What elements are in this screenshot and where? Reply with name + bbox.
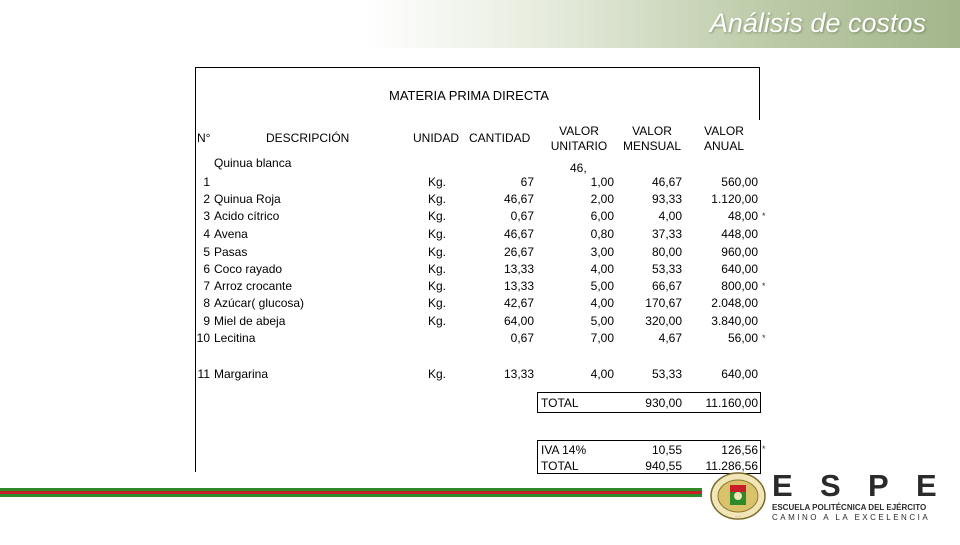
logo-line-1: ESCUELA POLITÉCNICA DEL EJÉRCITO [772, 503, 927, 512]
row-unit-value: 5,00 [590, 279, 614, 293]
row-monthly-value: 53,33 [651, 367, 682, 381]
row-unit: Kg. [428, 192, 447, 206]
row-monthly-value: 320,00 [645, 314, 682, 328]
row-unit-value: 0,80 [590, 227, 614, 241]
row-quantity: 46,67 [503, 192, 534, 206]
row-description: Azúcar( glucosa) [214, 296, 305, 310]
row-unit: Kg. [428, 296, 447, 310]
row-number: 8 [203, 296, 210, 310]
row-unit: Kg. [428, 245, 447, 259]
logo-letter-p: P [868, 468, 889, 503]
row-unit-value: 7,00 [590, 331, 614, 345]
row-mark: * [762, 281, 766, 291]
row-number: 11 [197, 367, 210, 381]
row-annual-value: 960,00 [721, 245, 758, 259]
row-monthly-value: 37,33 [651, 227, 682, 241]
row-monthly-value: 53,33 [651, 262, 682, 276]
row-quantity: 13,33 [503, 367, 534, 381]
row-annual-value: 2.048,00 [711, 296, 758, 310]
row-mark: * [762, 211, 766, 221]
row-description: Arroz crocante [214, 279, 293, 293]
header-annual-1: VALOR [704, 124, 744, 138]
row-unit: Kg. [428, 227, 447, 241]
row-unit-value: 2,00 [590, 192, 614, 206]
row-description: Pasas [214, 245, 248, 259]
header-annual-2: ANUAL [703, 139, 744, 153]
header-monthly-1: VALOR [632, 124, 672, 138]
row-annual-value: 640,00 [721, 262, 758, 276]
logo-letter-s: S [820, 468, 841, 503]
row-number: 7 [203, 279, 210, 293]
slide-title: Análisis de costos [709, 8, 926, 38]
total-monthly: 930,00 [645, 396, 682, 410]
row-number: 6 [203, 262, 210, 276]
row-unit: Kg. [428, 209, 447, 223]
header-description: DESCRIPCIÓN [266, 131, 350, 145]
row-number: 4 [203, 227, 210, 241]
row-number: 1 [203, 175, 210, 189]
table-frame-right-edge [759, 67, 760, 120]
row-quantity: 67 [520, 175, 534, 189]
row-quantity: 42,67 [503, 296, 534, 310]
grand-total-annual: 11.286,56 [705, 459, 758, 473]
row-mark: * [762, 333, 766, 343]
logo-line-2: CAMINO A LA EXCELENCIA [772, 513, 931, 522]
row-annual-value: 3.840,00 [711, 314, 758, 328]
row-description: Margarina [214, 367, 269, 381]
row-unit: Kg. [428, 262, 447, 276]
row-monthly-value: 170,67 [645, 296, 682, 310]
row-annual-value: 560,00 [721, 175, 758, 189]
header-unit: UNIDAD [413, 131, 460, 145]
iva-mark: * [762, 444, 766, 454]
row-number: 3 [203, 209, 210, 223]
grand-total-label: TOTAL [541, 459, 579, 473]
row-unit-value: 1,00 [590, 175, 614, 189]
header-unit-value-1: VALOR [559, 124, 599, 138]
row-quantity: 64,00 [503, 314, 534, 328]
row-unit: Kg. [428, 279, 447, 293]
row-annual-value: 800,00 [721, 279, 758, 293]
row-description: Avena [214, 227, 248, 241]
iva-monthly: 10,55 [651, 443, 682, 457]
row-annual-value: 56,00 [727, 331, 758, 345]
row-quantity: 13,33 [503, 262, 534, 276]
header-bar [0, 0, 960, 48]
row-quantity: 26,67 [503, 245, 534, 259]
row-monthly-value: 80,00 [651, 245, 682, 259]
row-description: Lecitina [214, 331, 256, 345]
row-unit: Kg. [428, 175, 447, 189]
header-monthly-2: MENSUAL [622, 139, 681, 153]
row-annual-value: 448,00 [721, 227, 758, 241]
row-unit-value: 3,00 [590, 245, 614, 259]
header-unit-value-2: UNITARIO [550, 139, 608, 153]
row-monthly-value: 66,67 [651, 279, 682, 293]
row-description: Miel de abeja [214, 314, 286, 328]
grand-total-monthly: 940,55 [645, 459, 682, 473]
iva-label: IVA 14% [541, 443, 587, 457]
first-row-description: Quinua blanca [214, 156, 292, 170]
row-unit-value: 4,00 [590, 296, 614, 310]
svg-text:·····: ····· [734, 514, 742, 519]
row-description: Coco rayado [214, 262, 283, 276]
row-number: 10 [196, 331, 210, 345]
header-number: N° [197, 131, 211, 145]
row-unit-value: 6,00 [590, 209, 614, 223]
row-monthly-value: 46,67 [651, 175, 682, 189]
espe-logo [706, 468, 960, 540]
row-quantity: 0,67 [510, 209, 534, 223]
row-number: 5 [203, 245, 210, 259]
row-monthly-value: 4,67 [658, 331, 682, 345]
row-monthly-value: 93,33 [651, 192, 682, 206]
footer-stripe [0, 488, 702, 499]
row-unit-value: 5,00 [590, 314, 614, 328]
iva-annual: 126,56 [721, 443, 758, 457]
total-annual: 11.160,00 [705, 396, 758, 410]
table-caption: MATERIA PRIMA DIRECTA [389, 88, 549, 103]
row-annual-value: 1.120,00 [711, 192, 758, 206]
row-quantity: 13,33 [503, 279, 534, 293]
row-unit-value: 4,00 [590, 262, 614, 276]
first-row-unit-value-part: 46, [570, 161, 587, 175]
logo-letter-e2: E [916, 468, 937, 503]
row-number: 9 [203, 314, 210, 328]
row-description: Quinua Roja [214, 192, 281, 206]
row-unit: Kg. [428, 314, 447, 328]
total-label: TOTAL [541, 396, 579, 410]
row-unit: Kg. [428, 367, 447, 381]
row-unit-value: 4,00 [590, 367, 614, 381]
row-monthly-value: 4,00 [658, 209, 682, 223]
row-description: Acido cítrico [214, 209, 280, 223]
header-quantity: CANTIDAD [469, 131, 531, 145]
logo-letter-e1: E [772, 468, 793, 503]
row-annual-value: 640,00 [721, 367, 758, 381]
row-quantity: 0,67 [510, 331, 534, 345]
row-number: 2 [203, 192, 210, 206]
row-quantity: 46,67 [503, 227, 534, 241]
row-annual-value: 48,00 [727, 209, 758, 223]
